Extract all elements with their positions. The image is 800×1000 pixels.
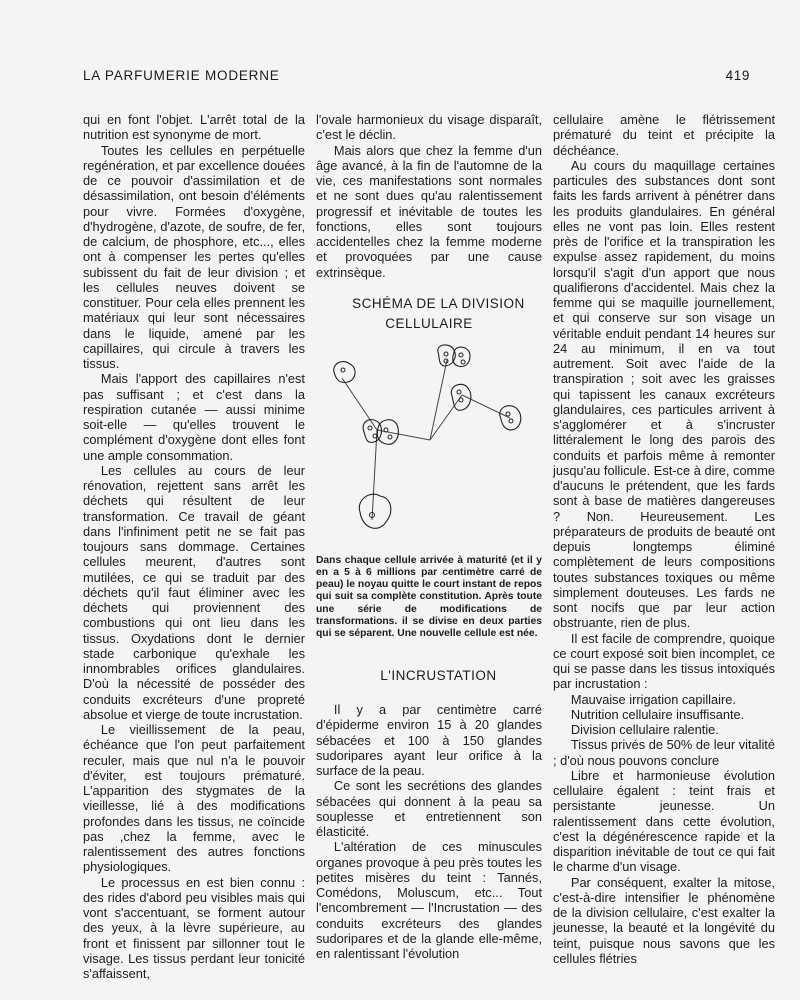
figure-title <box>316 294 542 334</box>
paragraph: Par conséquent, exalter la mitose, c'est-à-dire intensifier le phénomène de la division cellulaire, c'est exalter la jeunesse, la beauté et la longévité du teint, puisque nous savons que les cellules flétries <box>553 874 775 966</box>
paragraph: Ce sont les secrétions des glandes sébacées qui donnent à la peau sa souplesse et entretiennent son élasticité. <box>316 778 542 840</box>
division-path <box>462 395 510 418</box>
cell <box>359 494 391 528</box>
paragraph: Les cellules au cours de leur rénovation, rejettent sans arrêt les déchets qui résultent de leur transformation. Ce travail de géant dans l'infiniment petit ne se fait pas toujours sans dommage. Certaines cellules meurent, d'autres sont mutilées, ce qui se traduit par des déchets qu'il faut éliminer avec les déchets qui proviennent des combustions qui ont lieu dans les tissus. Oxydations dont le dernier stade carbonique qu'exhale les innombrables orifices glandulaires. D'où la nécessité de posséder des conduits excréteurs d'une propreté absolue et vierge de toute incrustation. <box>83 462 305 722</box>
paragraph: Mais alors que chez la femme d'un âge avancé, à la fin de l'automne de la vie, ces manifestations sont normales et ne sont dues qu'au ralentissement progressif et inévitable de toutes les fonctions, elles sont toujours accidentelles chez la femme moderne et provoquées par une cause extrinsèque. <box>316 142 542 280</box>
cell <box>334 361 355 382</box>
paragraph: L'altération de ces minuscules organes provoque à peu près toutes les petites misères du teint : Tannés, Comédons, Moluscum, etc... Tout l'encombrement — l'Incrustation — des conduits excréteurs des glandes sudoripares et de la glande elle-même, en ralentissant l'évolution <box>316 839 542 962</box>
paragraph: qui en font l'objet. L'arrêt total de la nutrition est synonyme de mort. <box>83 112 305 143</box>
column-left <box>83 112 305 981</box>
paragraph: Toutes les cellules en perpétuelle regénération, et par excellence douées de ce pouvoir d'assimilation et de désassimilation, ont besoin d'éléments pour vivre. Formées d'oxygène, d'hydrogène, d'azote, de soufre, de fer, de calcium, de phosphore, etc..., elles ont à compenser les pertes qu'elles subissent du fait de leur division ; et les cellules neuves doivent se constituer. Pour cela elles prennent les matériaux qui leur sont nécessaires dans le liquide, amené par les capillaires, qui circule à travers les tissus. <box>83 142 305 371</box>
cell <box>500 405 521 429</box>
journal-title: LA PARFUMERIE MODERNE <box>83 68 280 83</box>
column-right <box>553 112 775 966</box>
paragraph: Le processus en est bien connu : des rides d'abord peu visibles mais qui vont s'accentuant, se forment autour des yeux, à la lèvre supérieure, au front et finissent par sillonner tout le visage. Les tissus perdant leur tonicité s'affaissent, <box>83 874 305 981</box>
section-title: L'INCRUSTATION <box>380 668 497 684</box>
paragraph: Tissus privés de 50% de leur vitalité ; d'où nous pouvons conclure <box>553 737 775 768</box>
paragraph: Il y a par centimètre carré d'épiderme environ 15 à 20 glandes sébacées et 100 à 150 glandes sudoripares ayant leur orifice à la surface de la peau. <box>316 702 542 779</box>
list-item: Nutrition cellulaire insuffisante. <box>570 706 745 722</box>
paragraph: cellulaire amène le flétrissement prématuré du teint et précipite la déchéance. <box>553 112 775 158</box>
paragraph: Au cours du maquillage certaines particules des substances dont sont faits les fards arrivent à pénétrer dans les produits glandulaires. En général elles ne vont pas loin. Elles restent près de l'orifice et la transpiration les expulse assez rapidement, du moins lorsqu'il s'agit d'un apport que nous qualifierons d'accidentel. Mais chez la femme qui se maquille journellement, et qui conserve sur son visage un véritable enduit pendant 14 heures sur 24 au minimum, il en va tout autrement. Soit avec l'aide de la transpiration ; soit avec les graisses qui tapissent les canaux excréteurs glandulaires, ces particules arrivent à s'agglomérer et à s'incruster littéralement le long des parois des conduits et parfois même à remonter jusqu'au follicule. Est-ce à dire, comme d'aucuns le prétendent, que les fards sont à base de matières dangereuses ? Non. Heureusement. Les préparateurs de produits de beauté ont depuis longtemps éliminé complètement de leurs compositions toutes substances toxiques ou même simplement douteuses. Les fards ne sont nocifs que par leur action obstruante, rien de plus. <box>553 157 775 631</box>
paragraph: Il est facile de comprendre, quoique ce court exposé soit bien incomplet, ce qui se passe dans les tissus intoxiqués par incrustation : <box>553 630 775 692</box>
figure-title-line-1: SCHÉMA DE LA DIVISION <box>352 295 525 311</box>
figure-caption: Dans chaque cellule arrivée à maturité (et il y en a 5 à 6 millions par centimètre carré de peau) le noyau quitte le court instant de repos qui suit sa complète constitution. Après toute une série de modifications de transformations. il se divise en deux parties qui se séparent. Une nouvelle cellule est née. <box>316 554 542 639</box>
figure-title-line-2: CELLULAIRE <box>385 315 473 331</box>
division-path <box>372 430 377 520</box>
division-path <box>342 378 377 430</box>
list-item: Mauvaise irrigation capillaire. <box>570 691 736 707</box>
paragraph: Le vieillissement de la peau, échéance que l'on peut parfaitement reculer, mais que nul n'a le pouvoir d'éviter, est toujours prématuré. L'apparition des stygmates de la vieillesse, lié à des modifications profondes dans les tissus, ne coïncide pas ,chez la femme, avec le ralentissement des autres fonctions physiologiques. <box>83 722 305 875</box>
list-item: Division cellulaire ralentie. <box>570 722 719 737</box>
page-header <box>83 68 750 88</box>
cell-division-diagram <box>312 340 542 555</box>
paragraph: Libre et harmonieuse évolution cellulaire égalent : teint frais et persistante jeunesse. Un ralentissement dans cette évolution, c'est la dégénérescence rapide et la disparition inévitable de tout ce qui fait le charme d'un visage. <box>553 767 775 875</box>
page-number: 419 <box>725 68 750 83</box>
column-middle <box>316 112 542 961</box>
paragraph: Mais l'apport des capillaires n'est pas suffisant ; et c'est dans la respiration cutanée — aussi minime soit-elle — qu'elles trouvent le complément d'oxygène dont elles font une ample consommation. <box>83 371 305 463</box>
paragraph: l'ovale harmonieux du visage disparaît, c'est le déclin. <box>316 112 542 143</box>
